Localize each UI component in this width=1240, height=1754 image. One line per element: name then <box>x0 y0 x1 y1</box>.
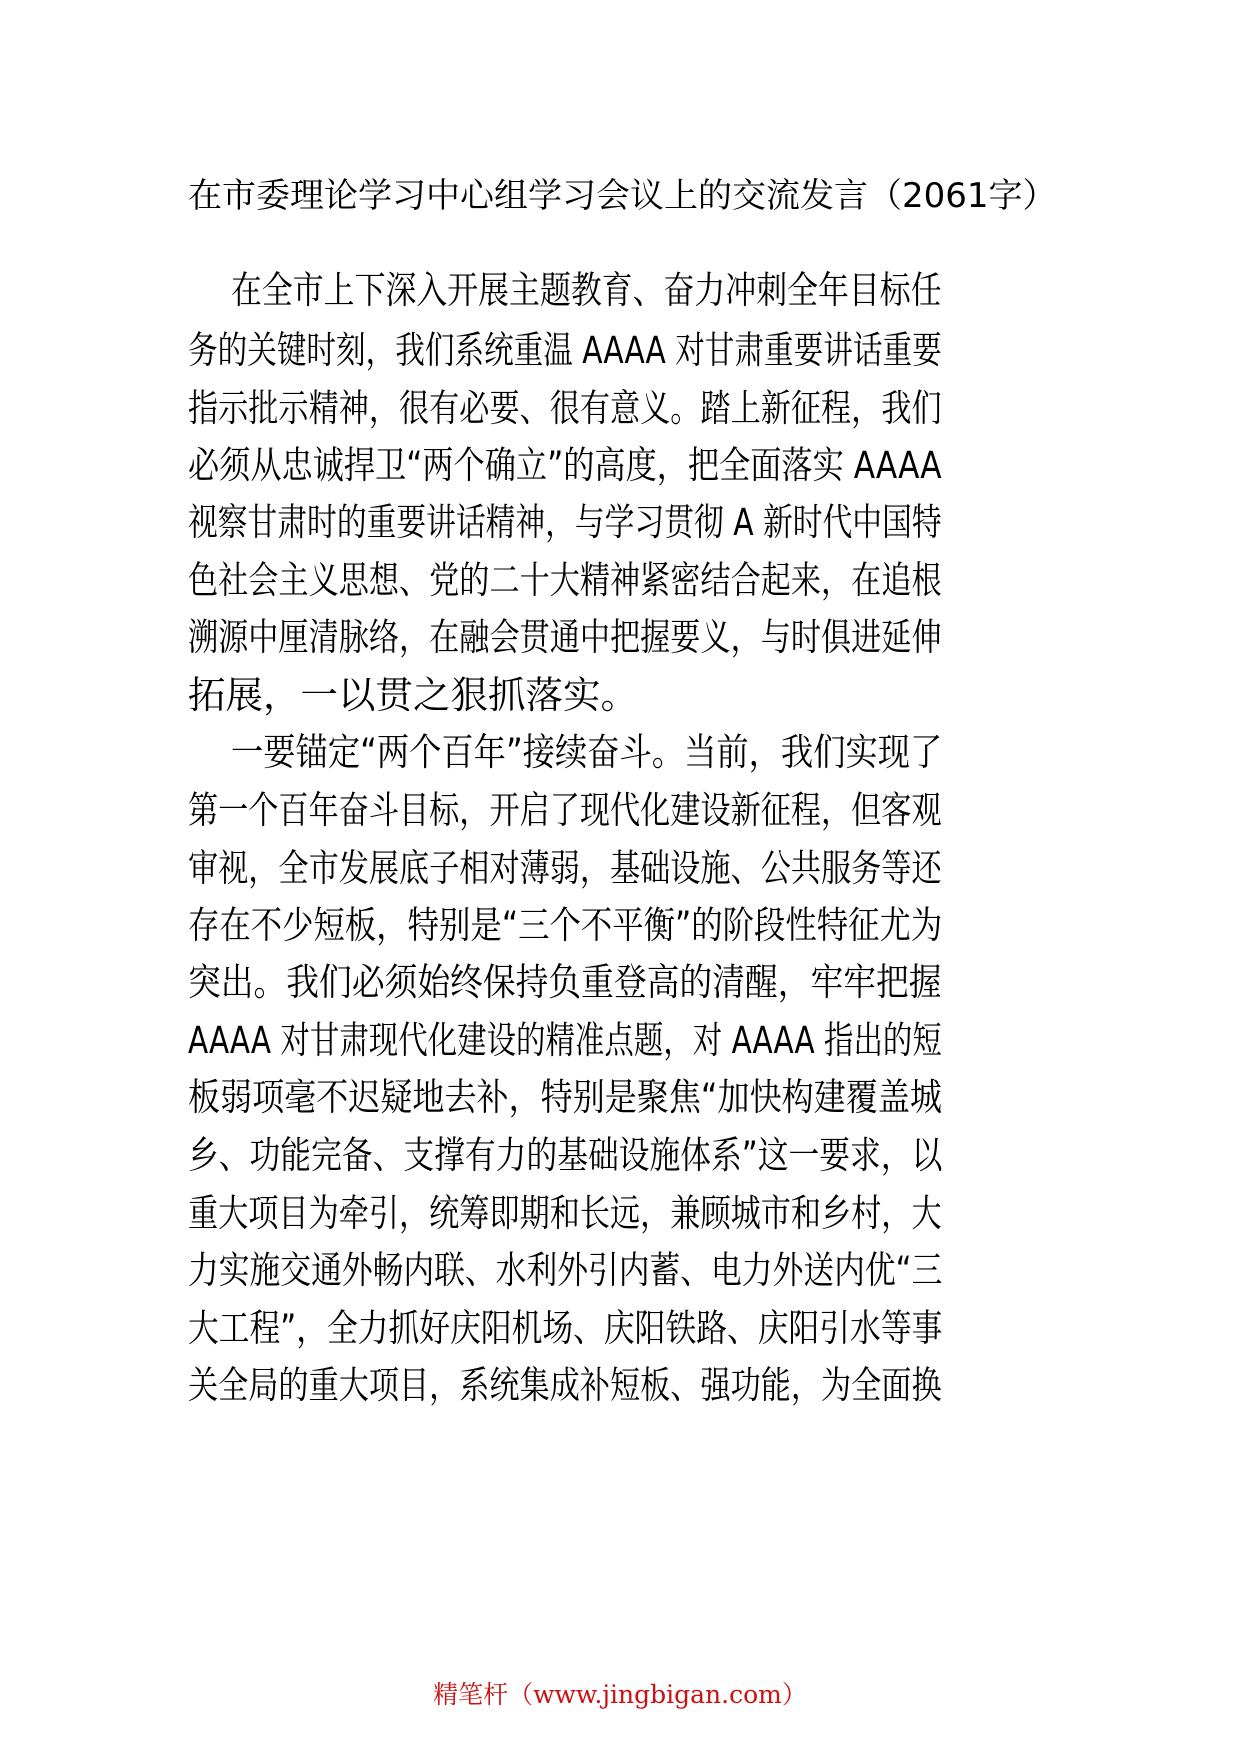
body-line: 乡、功能完备、支撑有力的基础设施体系”这一要求，以 <box>188 1133 943 1177</box>
body-line: AAAA 对甘肃现代化建设的精准点题，对 AAAA 指出的短 <box>188 1018 942 1062</box>
body-line: 审视，全市发展底子相对薄弱，基础设施、公共服务等还 <box>188 846 942 890</box>
body-line: 大工程”，全力抓好庆阳机场、庆阳铁路、庆阳引水等事 <box>188 1306 943 1350</box>
body-line: 必须从忠诚捍卫“两个确立”的高度，把全面落实 AAAA <box>188 443 942 487</box>
body-line: 拓展，一以贯之狠抓落实。 <box>188 673 638 717</box>
body-line: 务的关键时刻，我们系统重温 AAAA 对甘肃重要讲话重要 <box>188 328 942 372</box>
body-line: 第一个百年奋斗目标，开启了现代化建设新征程，但客观 <box>188 788 942 832</box>
body-line: 重大项目为牵引，统筹即期和长远，兼顾城市和乡村，大 <box>188 1191 942 1235</box>
watermark-footer: 精笔杆（www.jingbigan.com） <box>433 1680 807 1709</box>
body-line: 指示批示精神，很有必要、很有意义。踏上新征程，我们 <box>188 386 942 430</box>
document-title: 在市委理论学习中心组学习会议上的交流发言（2061字） <box>188 176 1057 216</box>
body-line: 板弱项毫不迟疑地去补，特别是聚焦“加快构建覆盖城 <box>188 1075 942 1119</box>
body-line: 力实施交通外畅内联、水利外引内蓄、电力外送内优“三 <box>188 1248 943 1292</box>
body-line: 在全市上下深入开展主题教育、奋力冲刺全年目标任 <box>231 268 942 312</box>
body-line: 色社会主义思想、党的二十大精神紧密结合起来，在追根 <box>188 558 942 602</box>
body-line: 视察甘肃时的重要讲话精神，与学习贯彻 A 新时代中国特 <box>188 500 942 544</box>
body-line: 存在不少短板，特别是“三个不平衡”的阶段性特征尤为 <box>188 903 943 947</box>
body-line: 一要锚定“两个百年”接续奋斗。当前，我们实现了 <box>231 730 943 774</box>
body-line: 关全局的重大项目，系统集成补短板、强功能，为全面换 <box>188 1363 942 1407</box>
body-line: 突出。我们必须始终保持负重登高的清醒，牢牢把握 <box>188 960 942 1004</box>
body-line: 溯源中厘清脉络，在融会贯通中把握要义，与时俱进延伸 <box>188 615 942 659</box>
